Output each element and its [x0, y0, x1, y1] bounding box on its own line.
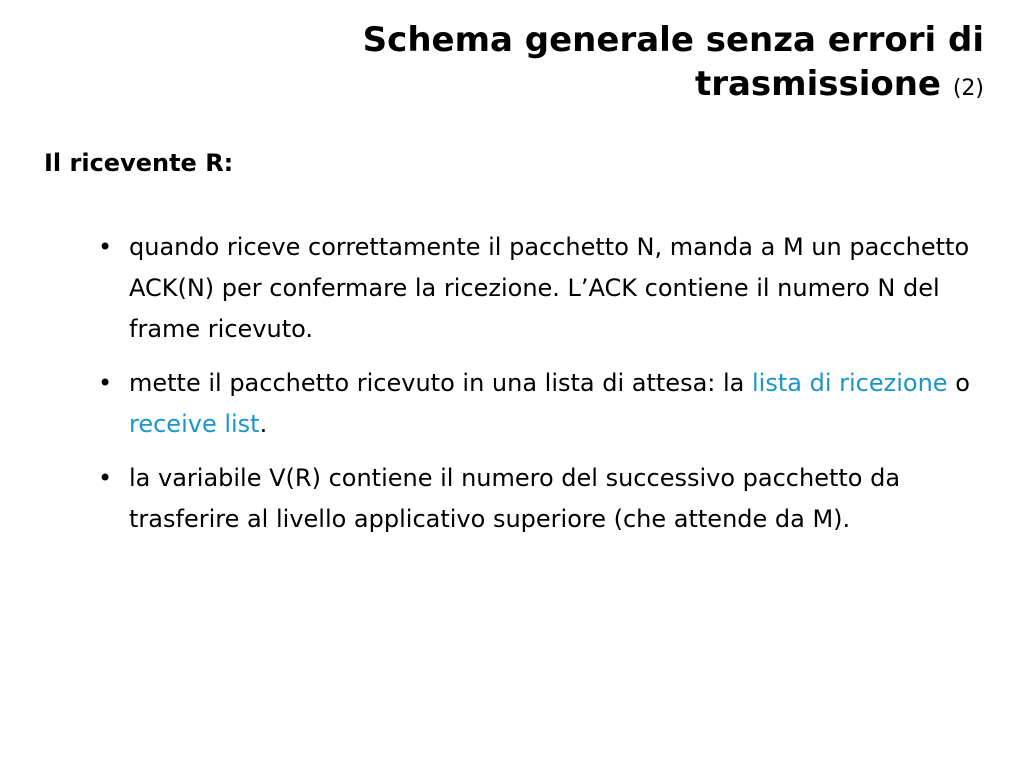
title-line-2: trasmissione — [694, 64, 941, 104]
bullet-text-middle: o — [947, 369, 970, 397]
title-page-suffix: (2) — [952, 76, 984, 101]
bullet-text: quando riceve correttamente il pacchetto N, manda a M un pacchetto ACK(N) per confermare la ricezione. L’ACK contiene il numero N del frame ricevuto. — [129, 233, 970, 343]
bullet-item-variable-vr — [96, 458, 976, 540]
bullet-text: la variabile V(R) contiene il numero del successivo pacchetto da trasferire al livello applicativo superiore (che attende da M). — [129, 464, 901, 533]
bullet-text-before: mette il pacchetto ricevuto in una lista di attesa: la — [129, 369, 753, 397]
highlight-term-lista-di-ricezione: lista di ricezione — [752, 369, 948, 397]
bullet-marker: • — [98, 233, 113, 261]
slide-title — [184, 18, 984, 111]
bullet-item-receive-list — [96, 363, 976, 445]
section-subheading: Il ricevente R: — [44, 149, 234, 177]
bullet-list — [96, 227, 976, 553]
bullet-item-ack — [96, 227, 976, 350]
bullet-marker: • — [98, 464, 113, 492]
bullet-marker: • — [98, 369, 113, 397]
highlight-term-receive-list: receive list — [129, 410, 260, 438]
bullet-text-after: . — [259, 410, 268, 438]
title-line-1: Schema generale senza errori di — [362, 20, 984, 60]
